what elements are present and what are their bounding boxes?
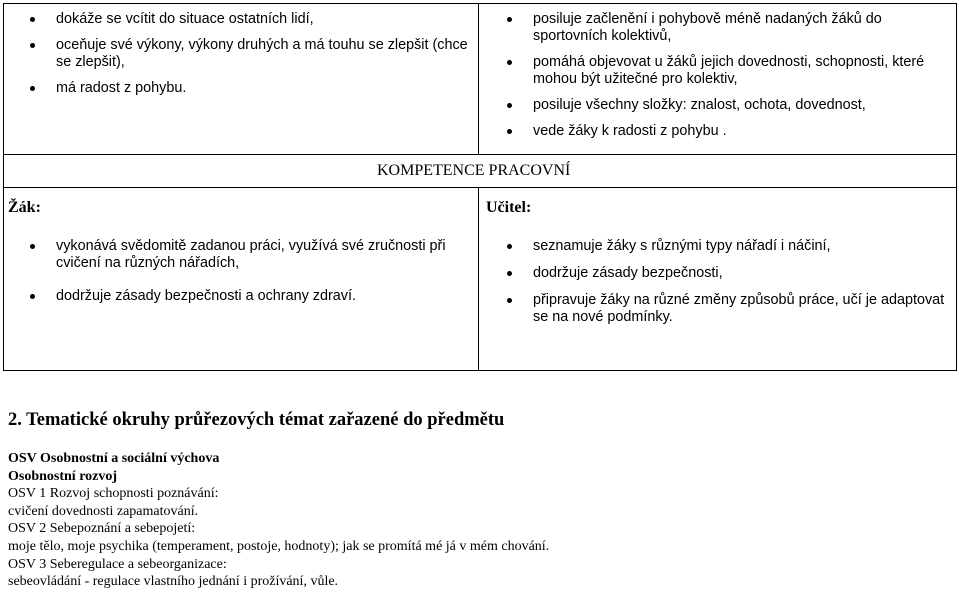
student-header: Žák:	[8, 199, 41, 216]
osv1-text: cvičení dovednosti zapamatování.	[8, 503, 199, 519]
table-border-bottom	[3, 370, 957, 371]
teacher-list	[506, 238, 946, 326]
list-item: dokáže se vcítit do situace ostatních lidí,	[29, 11, 469, 28]
osv2-text: moje tělo, moje psychika (temperament, postoje, hodnoty); jak se promítá mé já v mém chování.	[8, 538, 550, 554]
teacher-header: Učitel:	[486, 199, 532, 216]
personal-title: Osobnostní rozvoj	[8, 468, 118, 484]
table-border-right	[956, 3, 957, 371]
osv1-label: OSV 1 Rozvoj schopnosti poznávání:	[8, 486, 219, 502]
body-text	[8, 450, 549, 591]
list-item: posiluje začlenění i pohybově méně nadaných žáků do sportovních kolektivů,	[506, 11, 946, 45]
table-divider-top	[478, 3, 479, 155]
table-divider-bottom	[478, 187, 479, 371]
osv3-label: OSV 3 Seberegulace a sebeorganizace:	[8, 556, 227, 572]
list-item: posiluje všechny složky: znalost, ochota, dovednost,	[506, 97, 946, 114]
osv3-text: sebeovládání - regulace vlastního jednání i prožívání, vůle.	[8, 574, 339, 590]
top-left-list	[29, 11, 469, 97]
list-item: oceňuje své výkony, výkony druhých a má touhu se zlepšit (chce se zlepšit),	[29, 37, 469, 71]
student-list	[29, 238, 469, 305]
osv2-label: OSV 2 Sebepoznání a sebepojetí:	[8, 521, 196, 537]
table-border-mid-top	[3, 154, 957, 155]
list-item: pomáhá objevovat u žáků jejich dovednosti, schopnosti, které mohou být užitečné pro kolektiv,	[506, 54, 946, 88]
list-item: vykonává svědomitě zadanou práci, využívá své zručnosti při cvičení na různých nářadích,	[29, 238, 469, 272]
list-item: připravuje žáky na různé změny způsobů práce, učí je adaptovat se na nové podmínky.	[506, 292, 946, 326]
section-title: KOMPETENCE PRACOVNÍ	[377, 162, 571, 179]
list-item: seznamuje žáky s různými typy nářadí i náčiní,	[506, 238, 946, 255]
table-border-left	[3, 3, 4, 371]
list-item: dodržuje zásady bezpečnosti a ochrany zdraví.	[29, 288, 469, 305]
list-item: vede žáky k radosti z pohybu .	[506, 123, 946, 140]
osv-title: OSV Osobnostní a sociální výchova	[8, 451, 220, 466]
list-item: má radost z pohybu.	[29, 80, 469, 97]
table-border-top	[3, 3, 957, 4]
list-item: dodržuje zásady bezpečnosti,	[506, 265, 946, 282]
section-heading: 2. Tematické okruhy průřezových témat zařazené do předmětu	[8, 410, 505, 430]
top-right-list	[506, 11, 946, 140]
table-border-mid-2	[3, 187, 957, 188]
